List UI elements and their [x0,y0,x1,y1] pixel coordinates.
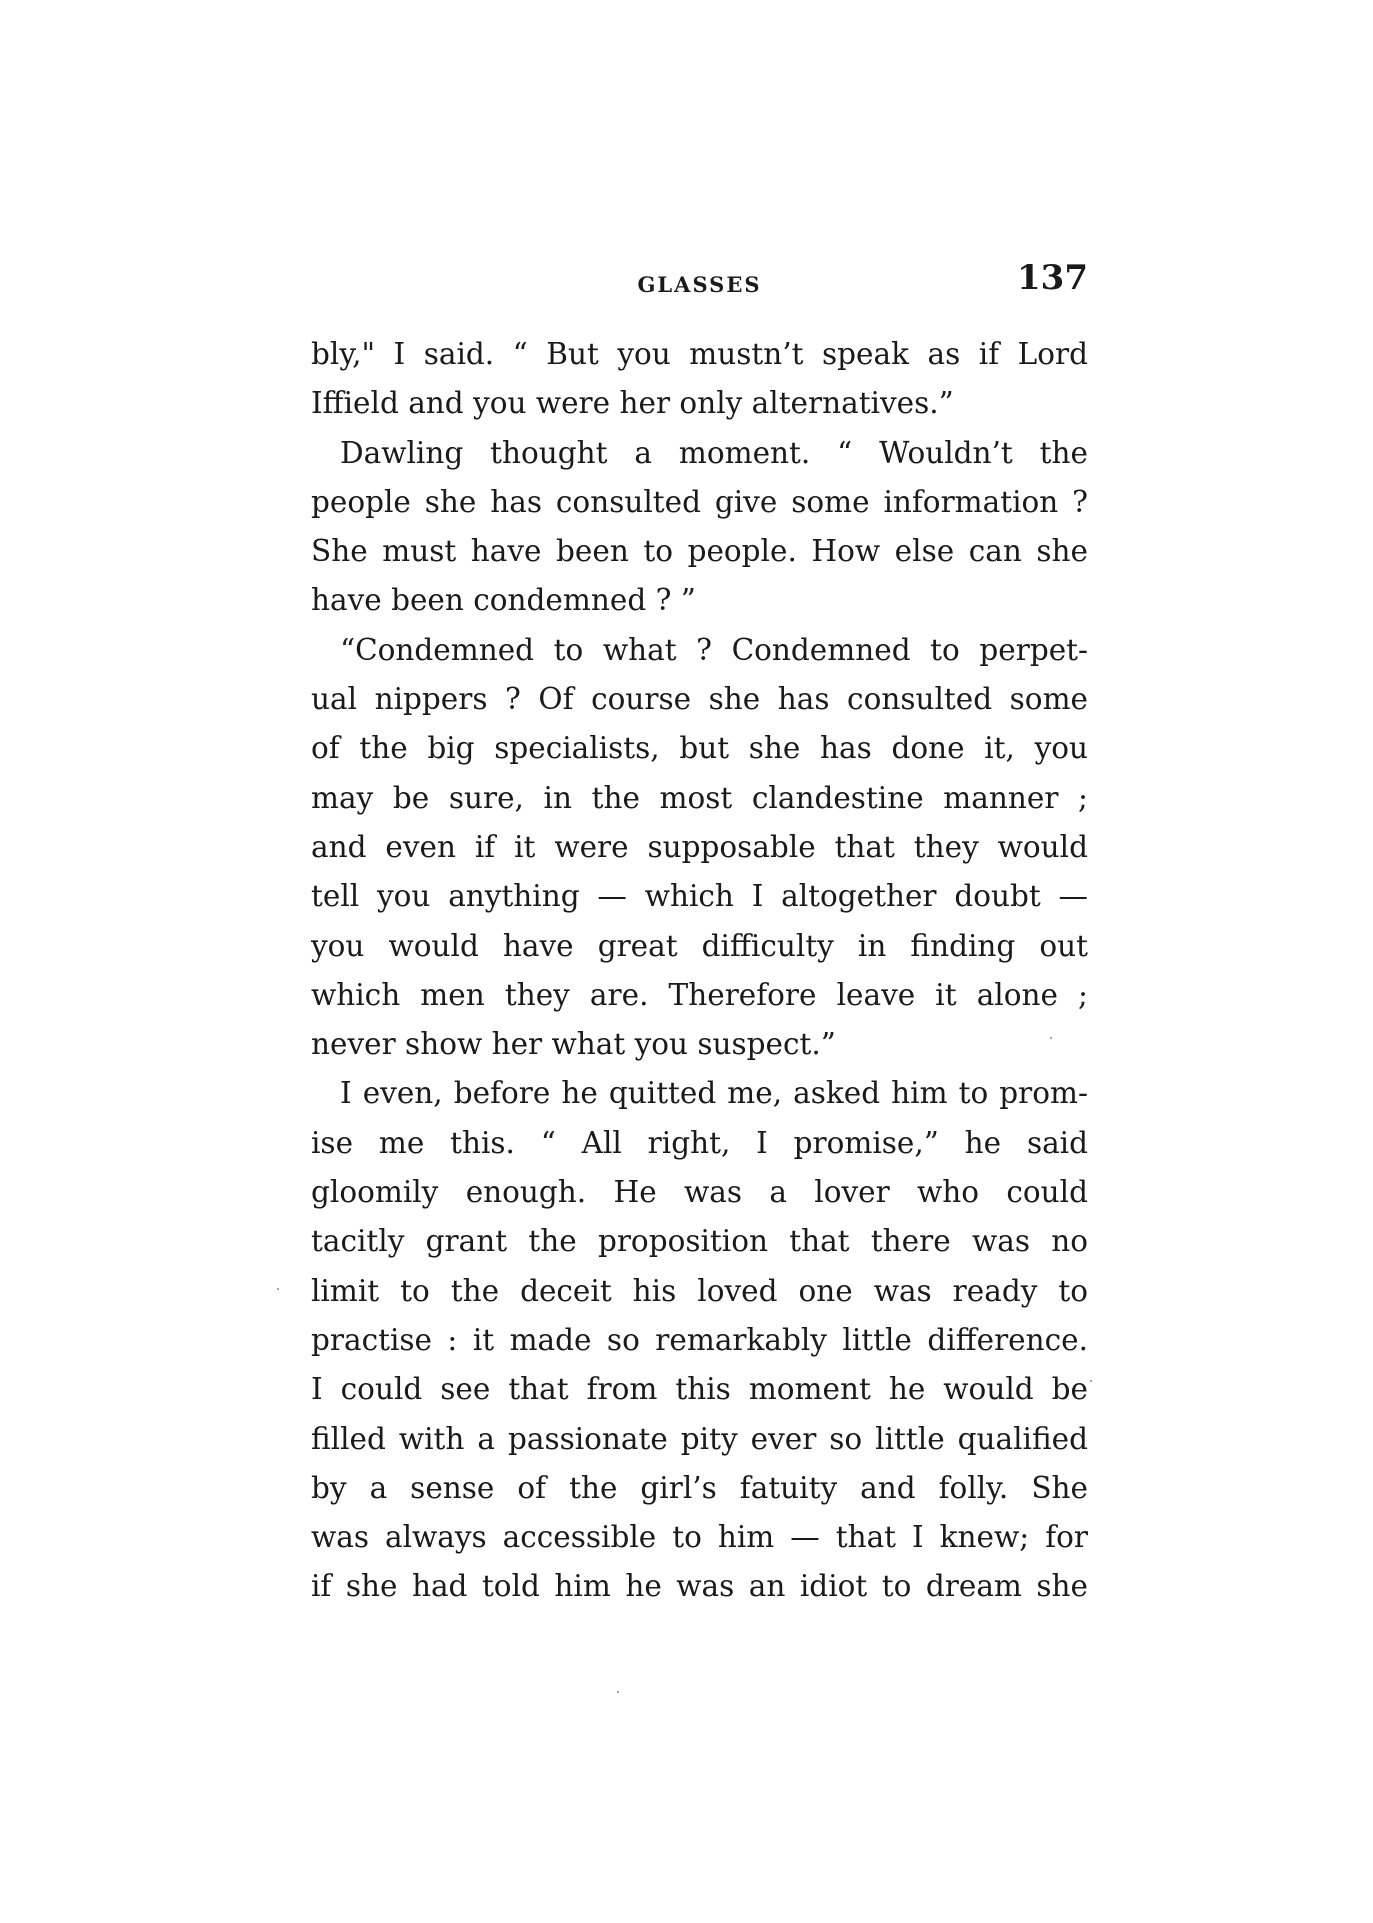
text-line: She must have been to people. How else can she [311,534,1088,569]
paper-speck [617,1691,619,1693]
text-line: Dawling thought a moment. “ Wouldn’t the [340,435,1088,470]
text-line: ual nippers ? Of course she has consulted some [311,682,1088,717]
text-line: Iffield and you were her only alternatives.” [311,386,954,421]
text-line: may be sure, in the most clandestine manner ; [311,780,1088,815]
text-line: people she has consulted give some information ? [311,484,1088,519]
text-line: which men they are. Therefore leave it alone ; [311,977,1088,1012]
body-text [311,330,1088,1612]
text-line: if she had told him he was an idiot to dream she [311,1569,1088,1604]
paper-speck [1050,1037,1052,1039]
text-line: you would have great difficulty in finding out [311,928,1088,963]
text-line: I could see that from this moment he would be [311,1372,1088,1407]
text-line: gloomily enough. He was a lover who could [311,1175,1088,1210]
text-line: “Condemned to what ? Condemned to perpet- [340,632,1088,667]
text-line: have been condemned ? ” [311,583,696,618]
text-line: of the big specialists, but she has done it, you [311,731,1088,766]
text-line: tacitly grant the proposition that there was no [311,1224,1088,1259]
paper-speck [1090,1380,1092,1382]
paper-speck [277,1288,279,1290]
text-line: limit to the deceit his loved one was ready to [311,1273,1088,1308]
running-head: GLASSES [637,272,762,297]
text-line: never show her what you suspect.” [311,1027,836,1062]
text-line: bly," I said. “ But you mustn’t speak as if Lord [311,337,1088,371]
text-line: by a sense of the girl’s fatuity and folly. She [311,1470,1088,1505]
text-line: tell you anything — which I altogether doubt — [311,879,1088,914]
text-line: and even if it were supposable that they would [311,829,1088,864]
text-line: filled with a passionate pity ever so little qualified [311,1421,1088,1456]
text-line: I even, before he quitted me, asked him to prom- [340,1076,1088,1111]
text-line: practise : it made so remarkably little difference. [311,1322,1088,1357]
page-number: 137 [1017,258,1088,298]
text-line: was always accessible to him — that I knew; for [311,1520,1088,1555]
text-line: ise me this. “ All right, I promise,” he said [311,1125,1088,1160]
page-header [311,258,1088,308]
